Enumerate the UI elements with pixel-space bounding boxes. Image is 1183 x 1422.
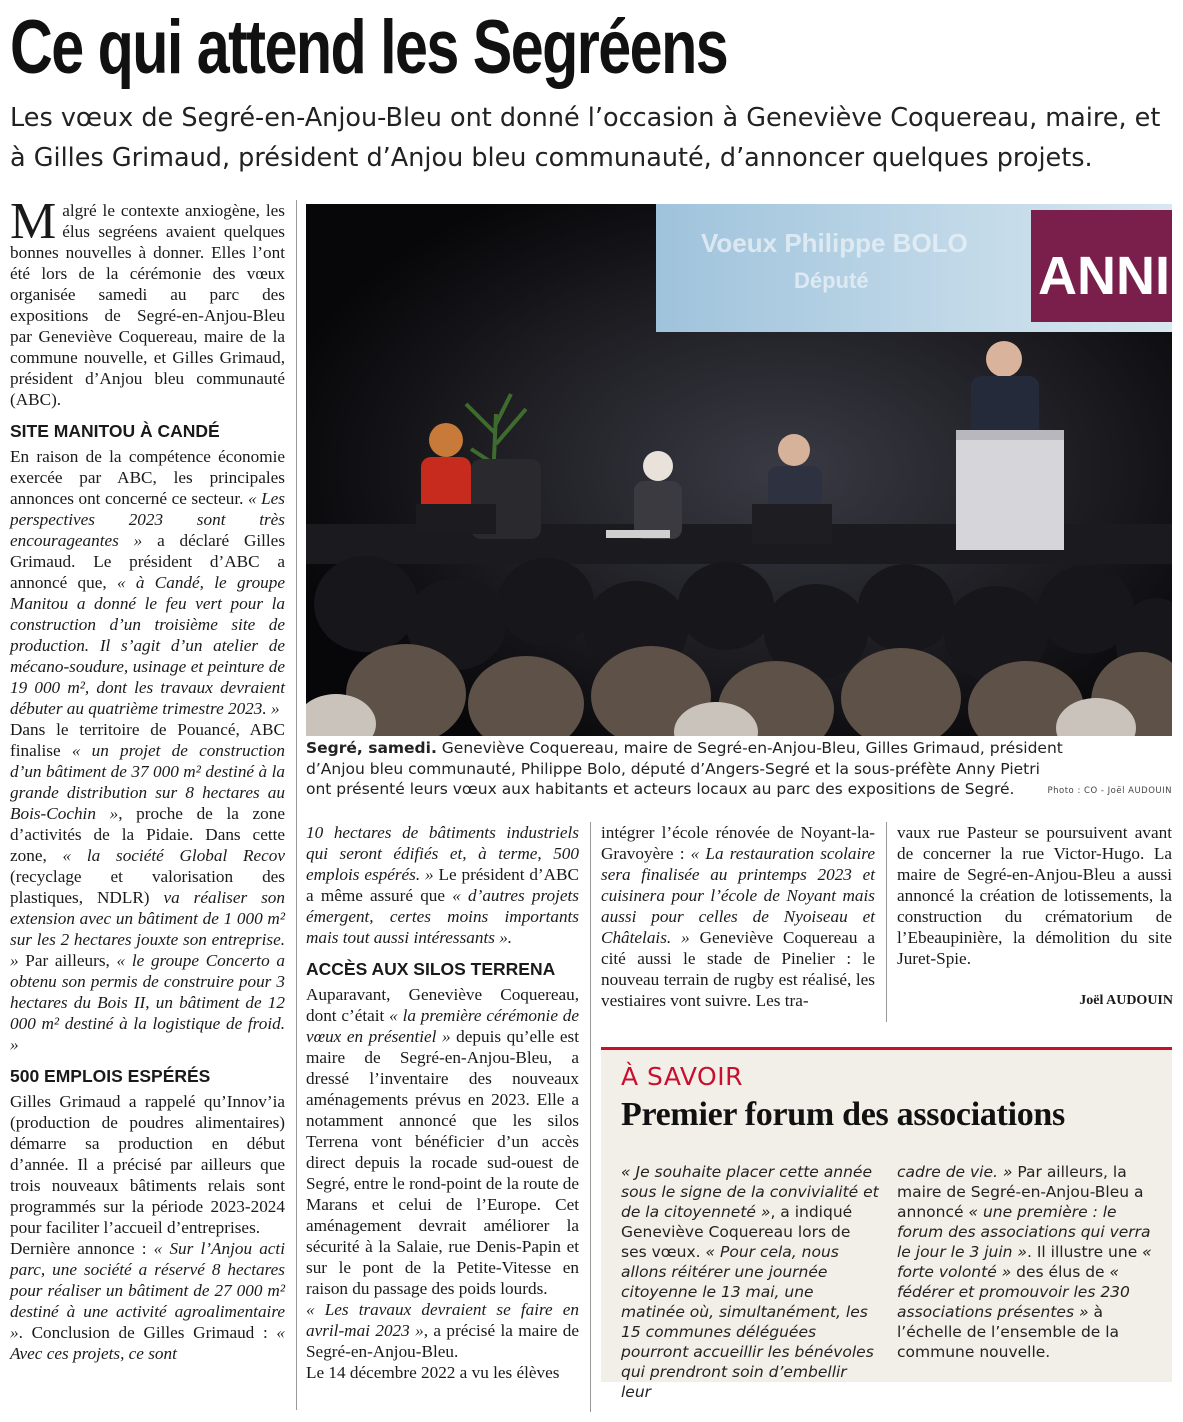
article-subhead: Les vœux de Segré-en-Anjou-Bleu ont donné l’occasion à Geneviève Coquereau, maire, et à Gilles Grimaud, président d’Anjou bleu communauté, d’annoncer quelques projets.: [10, 103, 1161, 173]
paragraph: En raison de la compétence économie exercée par ABC, les principales annonces ont concerné ce secteur. « Les perspectives 2023 sont très encourageantes » a déclaré Gilles Grimaud. Le président d’ABC a annoncé que, « à Candé, le groupe Manitou a donné le feu vert pour la construction d’un troisième site de production. Il s’agit d’un atelier de mécano-soudure, usinage et peinture de 19 000 m², dont les travaux devraient débuter au quatrième trimestre 2023. »: [10, 447, 286, 718]
section-title-terrena: ACCÈS AUX SILOS TERRENA: [306, 959, 556, 979]
paragraph: Dans le territoire de Pouancé, ABC finalise « un projet de construction d’un bâtiment de 37 000 m² destiné à la grande distribution sur 8 hectares au Bois-Cochin », proche de la zone d’activités de la Pidaie. Dans cette zone, « la société Global Recov (recyclage et valorisation des plastiques, NDLR) va réaliser son extension avec un bâtiment de 1 000 m² sur les 2 hectares jouxte son entreprise. » Par ailleurs, « le groupe Concerto a obtenu son permis de construire pour 3 hectares du Bois II, un bâtiment de 12 000 m² destiné à la logistique de froid. »: [10, 720, 285, 1054]
event-photo: [306, 204, 1172, 736]
column-divider: [590, 822, 591, 1412]
drop-cap: M: [10, 193, 57, 250]
paragraph: Auparavant, Geneviève Coquereau, dont c’était « la première cérémonie de vœux en présentiel » depuis qu’elle est maire de Segré-en-Anjou-Bleu, a dressé l’inventaire des nouveaux aménagements prévus en 2023. Elle a notamment annoncé que les silos Terrena vont bénéficier d’un accès direct depuis la rocade sud-ouest de Segré, entre le rond-point de la route de Marans et celui de l’Europe. Cet aménagement devrait améliorer la sécurité à la Salaie, rue Denis-Papin et sur le pont de la Petite-Vitesse en raison du passage des poids lourds.: [306, 985, 579, 1298]
column-1: [10, 193, 286, 1415]
photo-caption: Segré, samedi. Geneviève Coquereau, maire de Segré-en-Anjou-Bleu, Gilles Grimaud, président d’Anjou bleu communauté, Philippe Bolo, député d’Angers-Segré et la sous-préfète Anny Pietri ont présenté leurs vœux aux habitants et acteurs locaux au parc des expositions de Segré.: [306, 739, 1063, 798]
paragraph: Gilles Grimaud a rappelé qu’Innov’ia (production de poudres alimentaires) démarre sa production en début d’année. Il a précisé par ailleurs que trois nouveaux bâtiments relais sont programmés sur la période 2023-2024 pour faciliter l’accueil d’entreprises.: [10, 1092, 285, 1237]
photo-credit: Photo : CO - Joël AUDOUIN: [1047, 786, 1172, 796]
svg-text:ANNI: ANNI: [1038, 246, 1170, 306]
column-4: [897, 822, 1172, 982]
section-title-emplois: 500 EMPLOIS ESPÉRÉS: [10, 1066, 211, 1086]
column-divider: [296, 200, 297, 1410]
info-box-title: Premier forum des associations: [621, 1096, 1065, 1133]
paragraph: vaux rue Pasteur se poursuivent avant de concerner la rue Victor-Hugo. La maire de Segré-en-Anjou-Bleu a aussi annoncé la création de lotissements, la construction du crématorium de l’Ebeaupinière, la démolition du site Juret-Spie.: [897, 823, 1172, 968]
info-box-column-left: « Je souhaite placer cette année sous le signe de la convivialité et de la citoyenneté », a indiqué Geneviève Coquereau lors de ses vœux. « Pour cela, nous allons réitérer une journée citoyenne le 13 mai, une matinée où, simultanément, les 15 communes déléguées pourront accueillir les bénévoles qui prendront soin d’embellir leur: [621, 1163, 879, 1401]
info-box: [601, 1047, 1172, 1401]
intro-paragraph: Malgré le contexte anxiogène, les élus segréens avaient quelques bonnes nouvelles à donner. Elles l’ont été lors de la cérémonie des vœux organisée samedi au parc des expositions de Segré-en-Anjou-Bleu par Geneviève Coquereau, maire de la commune nouvelle, et Gilles Grimaud, président d’Anjou bleu communauté (ABC).: [10, 193, 285, 409]
article-headline: Ce qui attend les Segréens: [10, 5, 728, 90]
svg-text:Député: Député: [794, 268, 869, 293]
paragraph: « Les travaux devraient se faire en avril-mai 2023 », a précisé la maire de Segré-en-Anjou-Bleu.: [306, 1300, 579, 1361]
paragraph: Le 14 décembre 2022 a vu les élèves: [306, 1363, 560, 1382]
section-title-manitou: SITE MANITOU À CANDÉ: [10, 421, 220, 441]
paragraph: 10 hectares de bâtiments industriels qui seront édifiés et, à terme, 500 emplois espérés. » Le président d’ABC a même assuré que « d’autres projets émergent, certes moins importants mais tout aussi intéressants ».: [306, 823, 579, 947]
column-2: [306, 822, 579, 1412]
svg-text:Voeux Philippe BOLO: Voeux Philippe BOLO: [701, 228, 968, 258]
column-divider: [886, 822, 887, 1022]
paragraph: Dernière annonce : « Sur l’Anjou acti parc, une société a réservé 8 hectares pour réaliser un bâtiment de 27 000 m² destiné à une activité agroalimentaire ». Conclusion de Gilles Grimaud : « Avec ces projets, ce sont: [10, 1239, 285, 1363]
paragraph: intégrer l’école rénovée de Noyant-la-Gravoyère : « La restauration scolaire sera finalisée au printemps 2023 et cuisinera pour l’école de Noyant mais aussi pour celles de Nyoiseau et Châtelais. » Geneviève Coquereau a cité aussi le stade de Pinelier : le nouveau terrain de rugby est réalisé, les vestiaires vont suivre. Les tra-: [601, 823, 876, 1010]
author-signature: Joël AUDOUIN: [1079, 993, 1173, 1008]
stage-photo-illustration: [306, 204, 1172, 736]
info-box-kicker: À SAVOIR: [621, 1062, 743, 1091]
column-3: [601, 822, 875, 1022]
info-box-column-right: cadre de vie. » Par ailleurs, la maire de Segré-en-Anjou-Bleu a annoncé « une première : le forum des associations qui verra le jour le 3 juin ». Il illustre une « forte volonté » des élus de « fédérer et promouvoir les 230 associations présentes » à l’échelle de l’ensemble de la commune nouvelle.: [897, 1163, 1152, 1361]
